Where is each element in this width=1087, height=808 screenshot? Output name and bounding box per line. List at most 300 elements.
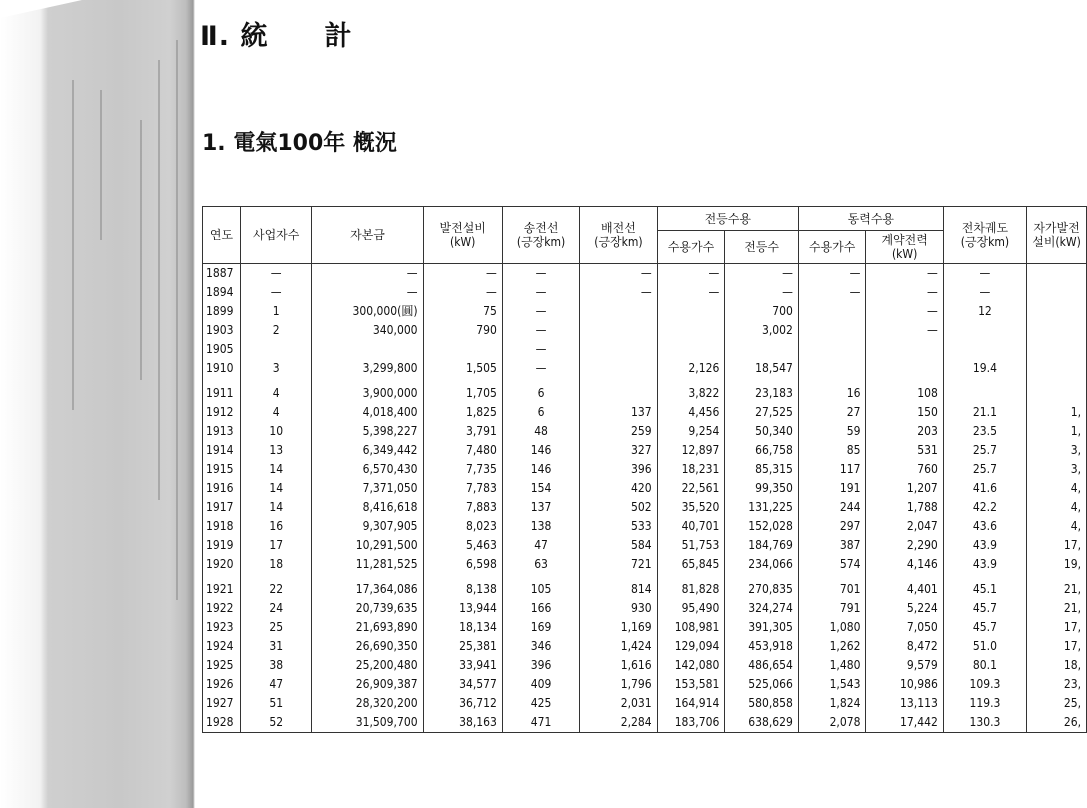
cell-distribution: — xyxy=(580,264,657,284)
scan-streak xyxy=(140,120,142,380)
cell-transmission: 146 xyxy=(502,441,579,460)
cell-power-customers xyxy=(798,321,866,340)
table-row xyxy=(203,536,1087,555)
cell-companies xyxy=(240,340,311,359)
cell-self-generation: 21, xyxy=(1027,599,1087,618)
cell-tram: 19.4 xyxy=(943,359,1026,378)
table-row xyxy=(203,694,1087,713)
table-row xyxy=(203,302,1087,321)
cell-power-customers: 59 xyxy=(798,422,866,441)
cell-generation: 8,023 xyxy=(423,517,502,536)
cell-self-generation xyxy=(1027,283,1087,302)
table-row xyxy=(203,599,1087,618)
cell-contract-power: 10,986 xyxy=(866,675,943,694)
table-row xyxy=(203,340,1087,359)
cell-distribution: 420 xyxy=(580,479,657,498)
cell-year: 1903 xyxy=(203,321,241,340)
cell-capital: 8,416,618 xyxy=(312,498,423,517)
cell-contract-power: 531 xyxy=(866,441,943,460)
cell-companies: 31 xyxy=(240,637,311,656)
cell-tram: 25.7 xyxy=(943,441,1026,460)
cell-self-generation: 21, xyxy=(1027,574,1087,599)
section-title: 1. 電氣100年 槪況 xyxy=(202,131,397,156)
cell-capital: 26,690,350 xyxy=(312,637,423,656)
cell-generation: 13,944 xyxy=(423,599,502,618)
cell-lighting-customers: 35,520 xyxy=(657,498,725,517)
cell-year: 1914 xyxy=(203,441,241,460)
cell-lighting-customers: 12,897 xyxy=(657,441,725,460)
cell-generation: 3,791 xyxy=(423,422,502,441)
cell-lighting-lamps: 131,225 xyxy=(725,498,799,517)
table-body xyxy=(203,264,1087,733)
cell-companies: 47 xyxy=(240,675,311,694)
cell-distribution: 2,031 xyxy=(580,694,657,713)
cell-power-customers: — xyxy=(798,264,866,284)
cell-self-generation xyxy=(1027,378,1087,403)
cell-power-customers: 117 xyxy=(798,460,866,479)
cell-generation xyxy=(423,340,502,359)
cell-contract-power: 203 xyxy=(866,422,943,441)
cell-companies: 1 xyxy=(240,302,311,321)
cell-companies: 24 xyxy=(240,599,311,618)
cell-tram: 109.3 xyxy=(943,675,1026,694)
cell-distribution: 137 xyxy=(580,403,657,422)
cell-distribution: 259 xyxy=(580,422,657,441)
cell-power-customers: 701 xyxy=(798,574,866,599)
table-row xyxy=(203,460,1087,479)
cell-contract-power: 2,047 xyxy=(866,517,943,536)
cell-transmission: — xyxy=(502,321,579,340)
cell-companies: 18 xyxy=(240,555,311,574)
cell-capital: 300,000(圓) xyxy=(312,302,423,321)
cell-companies: 17 xyxy=(240,536,311,555)
cell-tram: 51.0 xyxy=(943,637,1026,656)
cell-power-customers: 1,824 xyxy=(798,694,866,713)
cell-contract-power: 4,401 xyxy=(866,574,943,599)
cell-contract-power: 150 xyxy=(866,403,943,422)
cell-lighting-lamps: — xyxy=(725,283,799,302)
cell-companies: 16 xyxy=(240,517,311,536)
scan-streak xyxy=(100,90,102,240)
cell-transmission: — xyxy=(502,359,579,378)
cell-lighting-customers: 142,080 xyxy=(657,656,725,675)
header-year: 연도 xyxy=(203,207,241,264)
cell-transmission: 6 xyxy=(502,403,579,422)
cell-year: 1894 xyxy=(203,283,241,302)
cell-generation: 36,712 xyxy=(423,694,502,713)
cell-lighting-lamps: 324,274 xyxy=(725,599,799,618)
page-title: Ⅱ. 統 計 xyxy=(200,21,353,52)
cell-companies: 10 xyxy=(240,422,311,441)
cell-tram xyxy=(943,321,1026,340)
cell-lighting-lamps: 184,769 xyxy=(725,536,799,555)
cell-year: 1911 xyxy=(203,378,241,403)
cell-tram: 43.9 xyxy=(943,536,1026,555)
cell-contract-power: 1,207 xyxy=(866,479,943,498)
cell-self-generation xyxy=(1027,302,1087,321)
cell-generation: 18,134 xyxy=(423,618,502,637)
cell-year: 1926 xyxy=(203,675,241,694)
cell-lighting-lamps: 234,066 xyxy=(725,555,799,574)
cell-lighting-customers: 65,845 xyxy=(657,555,725,574)
table-row xyxy=(203,498,1087,517)
cell-tram: 12 xyxy=(943,302,1026,321)
cell-generation: 7,735 xyxy=(423,460,502,479)
cell-capital: 17,364,086 xyxy=(312,574,423,599)
cell-lighting-lamps: 50,340 xyxy=(725,422,799,441)
cell-companies: 25 xyxy=(240,618,311,637)
cell-capital: 5,398,227 xyxy=(312,422,423,441)
cell-generation: 1,705 xyxy=(423,378,502,403)
cell-power-customers: 27 xyxy=(798,403,866,422)
cell-year: 1927 xyxy=(203,694,241,713)
cell-self-generation xyxy=(1027,321,1087,340)
cell-power-customers: 85 xyxy=(798,441,866,460)
cell-distribution: 721 xyxy=(580,555,657,574)
table-row xyxy=(203,618,1087,637)
cell-lighting-lamps: 99,350 xyxy=(725,479,799,498)
cell-lighting-customers xyxy=(657,302,725,321)
cell-contract-power: 17,442 xyxy=(866,713,943,733)
cell-self-generation xyxy=(1027,264,1087,284)
cell-year: 1919 xyxy=(203,536,241,555)
cell-capital: 3,299,800 xyxy=(312,359,423,378)
cell-generation: — xyxy=(423,283,502,302)
cell-self-generation: 19, xyxy=(1027,555,1087,574)
cell-tram xyxy=(943,378,1026,403)
cell-self-generation xyxy=(1027,340,1087,359)
cell-distribution: 1,169 xyxy=(580,618,657,637)
cell-contract-power: 1,788 xyxy=(866,498,943,517)
cell-self-generation: 17, xyxy=(1027,618,1087,637)
cell-self-generation: 23, xyxy=(1027,675,1087,694)
cell-tram: 43.6 xyxy=(943,517,1026,536)
table-row xyxy=(203,264,1087,284)
cell-contract-power xyxy=(866,359,943,378)
cell-year: 1923 xyxy=(203,618,241,637)
cell-lighting-customers: 22,561 xyxy=(657,479,725,498)
cell-lighting-customers: 164,914 xyxy=(657,694,725,713)
cell-tram: 21.1 xyxy=(943,403,1026,422)
cell-capital: 20,739,635 xyxy=(312,599,423,618)
cell-generation: — xyxy=(423,264,502,284)
table-row xyxy=(203,378,1087,403)
cell-generation: 1,825 xyxy=(423,403,502,422)
table-row xyxy=(203,283,1087,302)
cell-capital: — xyxy=(312,283,423,302)
cell-distribution: 584 xyxy=(580,536,657,555)
cell-generation: 38,163 xyxy=(423,713,502,733)
cell-transmission: 137 xyxy=(502,498,579,517)
cell-lighting-customers: — xyxy=(657,283,725,302)
cell-lighting-lamps: 525,066 xyxy=(725,675,799,694)
cell-contract-power: 13,113 xyxy=(866,694,943,713)
cell-tram: 41.6 xyxy=(943,479,1026,498)
cell-tram: 43.9 xyxy=(943,555,1026,574)
cell-power-customers: 2,078 xyxy=(798,713,866,733)
cell-capital: 31,509,700 xyxy=(312,713,423,733)
cell-lighting-customers: 51,753 xyxy=(657,536,725,555)
scan-streak xyxy=(72,80,74,410)
cell-year: 1887 xyxy=(203,264,241,284)
cell-self-generation: 26, xyxy=(1027,713,1087,733)
cell-self-generation: 3, xyxy=(1027,460,1087,479)
cell-capital: 6,349,442 xyxy=(312,441,423,460)
cell-lighting-customers xyxy=(657,321,725,340)
cell-contract-power: — xyxy=(866,264,943,284)
cell-year: 1925 xyxy=(203,656,241,675)
cell-year: 1920 xyxy=(203,555,241,574)
cell-transmission: 48 xyxy=(502,422,579,441)
cell-tram: 45.1 xyxy=(943,574,1026,599)
cell-distribution: 2,284 xyxy=(580,713,657,733)
cell-distribution xyxy=(580,378,657,403)
cell-companies: 4 xyxy=(240,403,311,422)
cell-capital: 9,307,905 xyxy=(312,517,423,536)
cell-lighting-customers: 40,701 xyxy=(657,517,725,536)
cell-transmission: 425 xyxy=(502,694,579,713)
cell-transmission: 409 xyxy=(502,675,579,694)
cell-capital: 11,281,525 xyxy=(312,555,423,574)
table-row xyxy=(203,441,1087,460)
cell-generation: 7,783 xyxy=(423,479,502,498)
cell-capital: 6,570,430 xyxy=(312,460,423,479)
header-power-customers: 수용가수 xyxy=(798,231,866,264)
cell-distribution: — xyxy=(580,283,657,302)
cell-power-customers: 574 xyxy=(798,555,866,574)
cell-companies: 51 xyxy=(240,694,311,713)
cell-year: 1915 xyxy=(203,460,241,479)
cell-year: 1921 xyxy=(203,574,241,599)
cell-lighting-customers: 4,456 xyxy=(657,403,725,422)
cell-capital: 3,900,000 xyxy=(312,378,423,403)
cell-year: 1917 xyxy=(203,498,241,517)
cell-self-generation: 4, xyxy=(1027,498,1087,517)
cell-transmission: — xyxy=(502,302,579,321)
cell-distribution: 502 xyxy=(580,498,657,517)
header-transmission: 송전선 (긍장km) xyxy=(502,207,579,264)
cell-contract-power: 108 xyxy=(866,378,943,403)
cell-year: 1913 xyxy=(203,422,241,441)
cell-companies: 3 xyxy=(240,359,311,378)
header-lighting-lamps: 전등수 xyxy=(725,231,799,264)
cell-contract-power: — xyxy=(866,321,943,340)
cell-transmission: 346 xyxy=(502,637,579,656)
cell-contract-power: 4,146 xyxy=(866,555,943,574)
cell-transmission: 105 xyxy=(502,574,579,599)
cell-self-generation: 4, xyxy=(1027,517,1087,536)
cell-self-generation: 1, xyxy=(1027,422,1087,441)
cell-power-customers: 16 xyxy=(798,378,866,403)
cell-tram: 119.3 xyxy=(943,694,1026,713)
table-row xyxy=(203,555,1087,574)
cell-contract-power: — xyxy=(866,283,943,302)
cell-distribution: 396 xyxy=(580,460,657,479)
header-companies: 사업자수 xyxy=(240,207,311,264)
cell-generation: 7,480 xyxy=(423,441,502,460)
cell-power-customers: 1,080 xyxy=(798,618,866,637)
cell-companies: 52 xyxy=(240,713,311,733)
cell-capital: 7,371,050 xyxy=(312,479,423,498)
cell-lighting-customers xyxy=(657,340,725,359)
cell-companies: 4 xyxy=(240,378,311,403)
cell-year: 1905 xyxy=(203,340,241,359)
cell-tram: 25.7 xyxy=(943,460,1026,479)
cell-transmission: 169 xyxy=(502,618,579,637)
cell-contract-power: 9,579 xyxy=(866,656,943,675)
cell-distribution: 1,796 xyxy=(580,675,657,694)
cell-year: 1910 xyxy=(203,359,241,378)
header-lighting-group: 전등수용 xyxy=(657,207,798,231)
cell-lighting-lamps: 27,525 xyxy=(725,403,799,422)
cell-power-customers: 297 xyxy=(798,517,866,536)
cell-power-customers xyxy=(798,302,866,321)
cell-distribution: 814 xyxy=(580,574,657,599)
table-row xyxy=(203,359,1087,378)
cell-contract-power: 7,050 xyxy=(866,618,943,637)
cell-companies: 38 xyxy=(240,656,311,675)
cell-capital: 4,018,400 xyxy=(312,403,423,422)
cell-lighting-lamps: 580,858 xyxy=(725,694,799,713)
cell-year: 1912 xyxy=(203,403,241,422)
cell-generation: 33,941 xyxy=(423,656,502,675)
cell-generation: 5,463 xyxy=(423,536,502,555)
cell-transmission: 6 xyxy=(502,378,579,403)
cell-generation: 34,577 xyxy=(423,675,502,694)
cell-lighting-customers: 18,231 xyxy=(657,460,725,479)
cell-tram: 23.5 xyxy=(943,422,1026,441)
cell-tram: 42.2 xyxy=(943,498,1026,517)
book-spine-shadow xyxy=(0,0,195,808)
scan-streak xyxy=(158,60,160,500)
cell-capital: 26,909,387 xyxy=(312,675,423,694)
cell-transmission: 154 xyxy=(502,479,579,498)
cell-transmission: 146 xyxy=(502,460,579,479)
cell-distribution xyxy=(580,302,657,321)
cell-transmission: — xyxy=(502,264,579,284)
header-self-generation: 자가발전 설비(kW) xyxy=(1027,207,1087,264)
cell-self-generation: 18, xyxy=(1027,656,1087,675)
cell-tram: — xyxy=(943,264,1026,284)
cell-contract-power xyxy=(866,340,943,359)
header-power-group: 동력수용 xyxy=(798,207,943,231)
cell-lighting-customers: 3,822 xyxy=(657,378,725,403)
scan-streak xyxy=(176,40,178,600)
cell-capital: 21,693,890 xyxy=(312,618,423,637)
cell-distribution xyxy=(580,359,657,378)
cell-power-customers: 1,480 xyxy=(798,656,866,675)
cell-self-generation: 1, xyxy=(1027,403,1087,422)
cell-tram: 45.7 xyxy=(943,599,1026,618)
cell-companies: 2 xyxy=(240,321,311,340)
cell-contract-power: 8,472 xyxy=(866,637,943,656)
cell-lighting-lamps xyxy=(725,340,799,359)
cell-capital: 10,291,500 xyxy=(312,536,423,555)
cell-year: 1922 xyxy=(203,599,241,618)
table-row xyxy=(203,422,1087,441)
cell-lighting-lamps: 453,918 xyxy=(725,637,799,656)
table-row xyxy=(203,321,1087,340)
cell-power-customers: 387 xyxy=(798,536,866,555)
cell-distribution xyxy=(580,321,657,340)
cell-lighting-customers: 129,094 xyxy=(657,637,725,656)
cell-power-customers: 1,262 xyxy=(798,637,866,656)
cell-tram: 45.7 xyxy=(943,618,1026,637)
cell-companies: 22 xyxy=(240,574,311,599)
header-tram: 전차궤도 (긍장km) xyxy=(943,207,1026,264)
cell-capital xyxy=(312,340,423,359)
cell-distribution: 533 xyxy=(580,517,657,536)
cell-transmission: 63 xyxy=(502,555,579,574)
cell-year: 1916 xyxy=(203,479,241,498)
cell-self-generation: 3, xyxy=(1027,441,1087,460)
cell-generation: 6,598 xyxy=(423,555,502,574)
cell-lighting-customers: — xyxy=(657,264,725,284)
cell-lighting-lamps: 486,654 xyxy=(725,656,799,675)
cell-contract-power: 5,224 xyxy=(866,599,943,618)
cell-lighting-lamps: 391,305 xyxy=(725,618,799,637)
cell-companies: 13 xyxy=(240,441,311,460)
cell-generation: 1,505 xyxy=(423,359,502,378)
header-distribution: 배전선 (긍장km) xyxy=(580,207,657,264)
cell-year: 1928 xyxy=(203,713,241,733)
cell-capital: 340,000 xyxy=(312,321,423,340)
cell-lighting-lamps: 270,835 xyxy=(725,574,799,599)
cell-lighting-lamps: 3,002 xyxy=(725,321,799,340)
cell-lighting-lamps: 700 xyxy=(725,302,799,321)
cell-lighting-customers: 95,490 xyxy=(657,599,725,618)
cell-contract-power: 760 xyxy=(866,460,943,479)
cell-generation: 8,138 xyxy=(423,574,502,599)
cell-power-customers xyxy=(798,359,866,378)
cell-distribution: 930 xyxy=(580,599,657,618)
table-row xyxy=(203,479,1087,498)
cell-transmission: 396 xyxy=(502,656,579,675)
cell-capital: — xyxy=(312,264,423,284)
cell-companies: — xyxy=(240,283,311,302)
electricity-statistics-table xyxy=(202,206,1087,733)
cell-companies: 14 xyxy=(240,479,311,498)
table-row xyxy=(203,574,1087,599)
cell-lighting-lamps: 66,758 xyxy=(725,441,799,460)
cell-power-customers: — xyxy=(798,283,866,302)
cell-distribution: 1,616 xyxy=(580,656,657,675)
cell-tram: 80.1 xyxy=(943,656,1026,675)
cell-contract-power: — xyxy=(866,302,943,321)
cell-lighting-customers: 108,981 xyxy=(657,618,725,637)
table-row xyxy=(203,637,1087,656)
cell-companies: 14 xyxy=(240,460,311,479)
page-corner xyxy=(0,0,82,18)
table-row xyxy=(203,403,1087,422)
cell-generation: 790 xyxy=(423,321,502,340)
cell-companies: — xyxy=(240,264,311,284)
cell-year: 1918 xyxy=(203,517,241,536)
cell-lighting-customers: 2,126 xyxy=(657,359,725,378)
cell-power-customers: 791 xyxy=(798,599,866,618)
cell-power-customers xyxy=(798,340,866,359)
cell-lighting-customers: 153,581 xyxy=(657,675,725,694)
cell-capital: 25,200,480 xyxy=(312,656,423,675)
cell-contract-power: 2,290 xyxy=(866,536,943,555)
cell-lighting-lamps: 23,183 xyxy=(725,378,799,403)
table-row xyxy=(203,517,1087,536)
header-generation: 발전설비 (kW) xyxy=(423,207,502,264)
cell-transmission: — xyxy=(502,340,579,359)
cell-self-generation: 17, xyxy=(1027,637,1087,656)
cell-lighting-customers: 81,828 xyxy=(657,574,725,599)
cell-distribution: 1,424 xyxy=(580,637,657,656)
